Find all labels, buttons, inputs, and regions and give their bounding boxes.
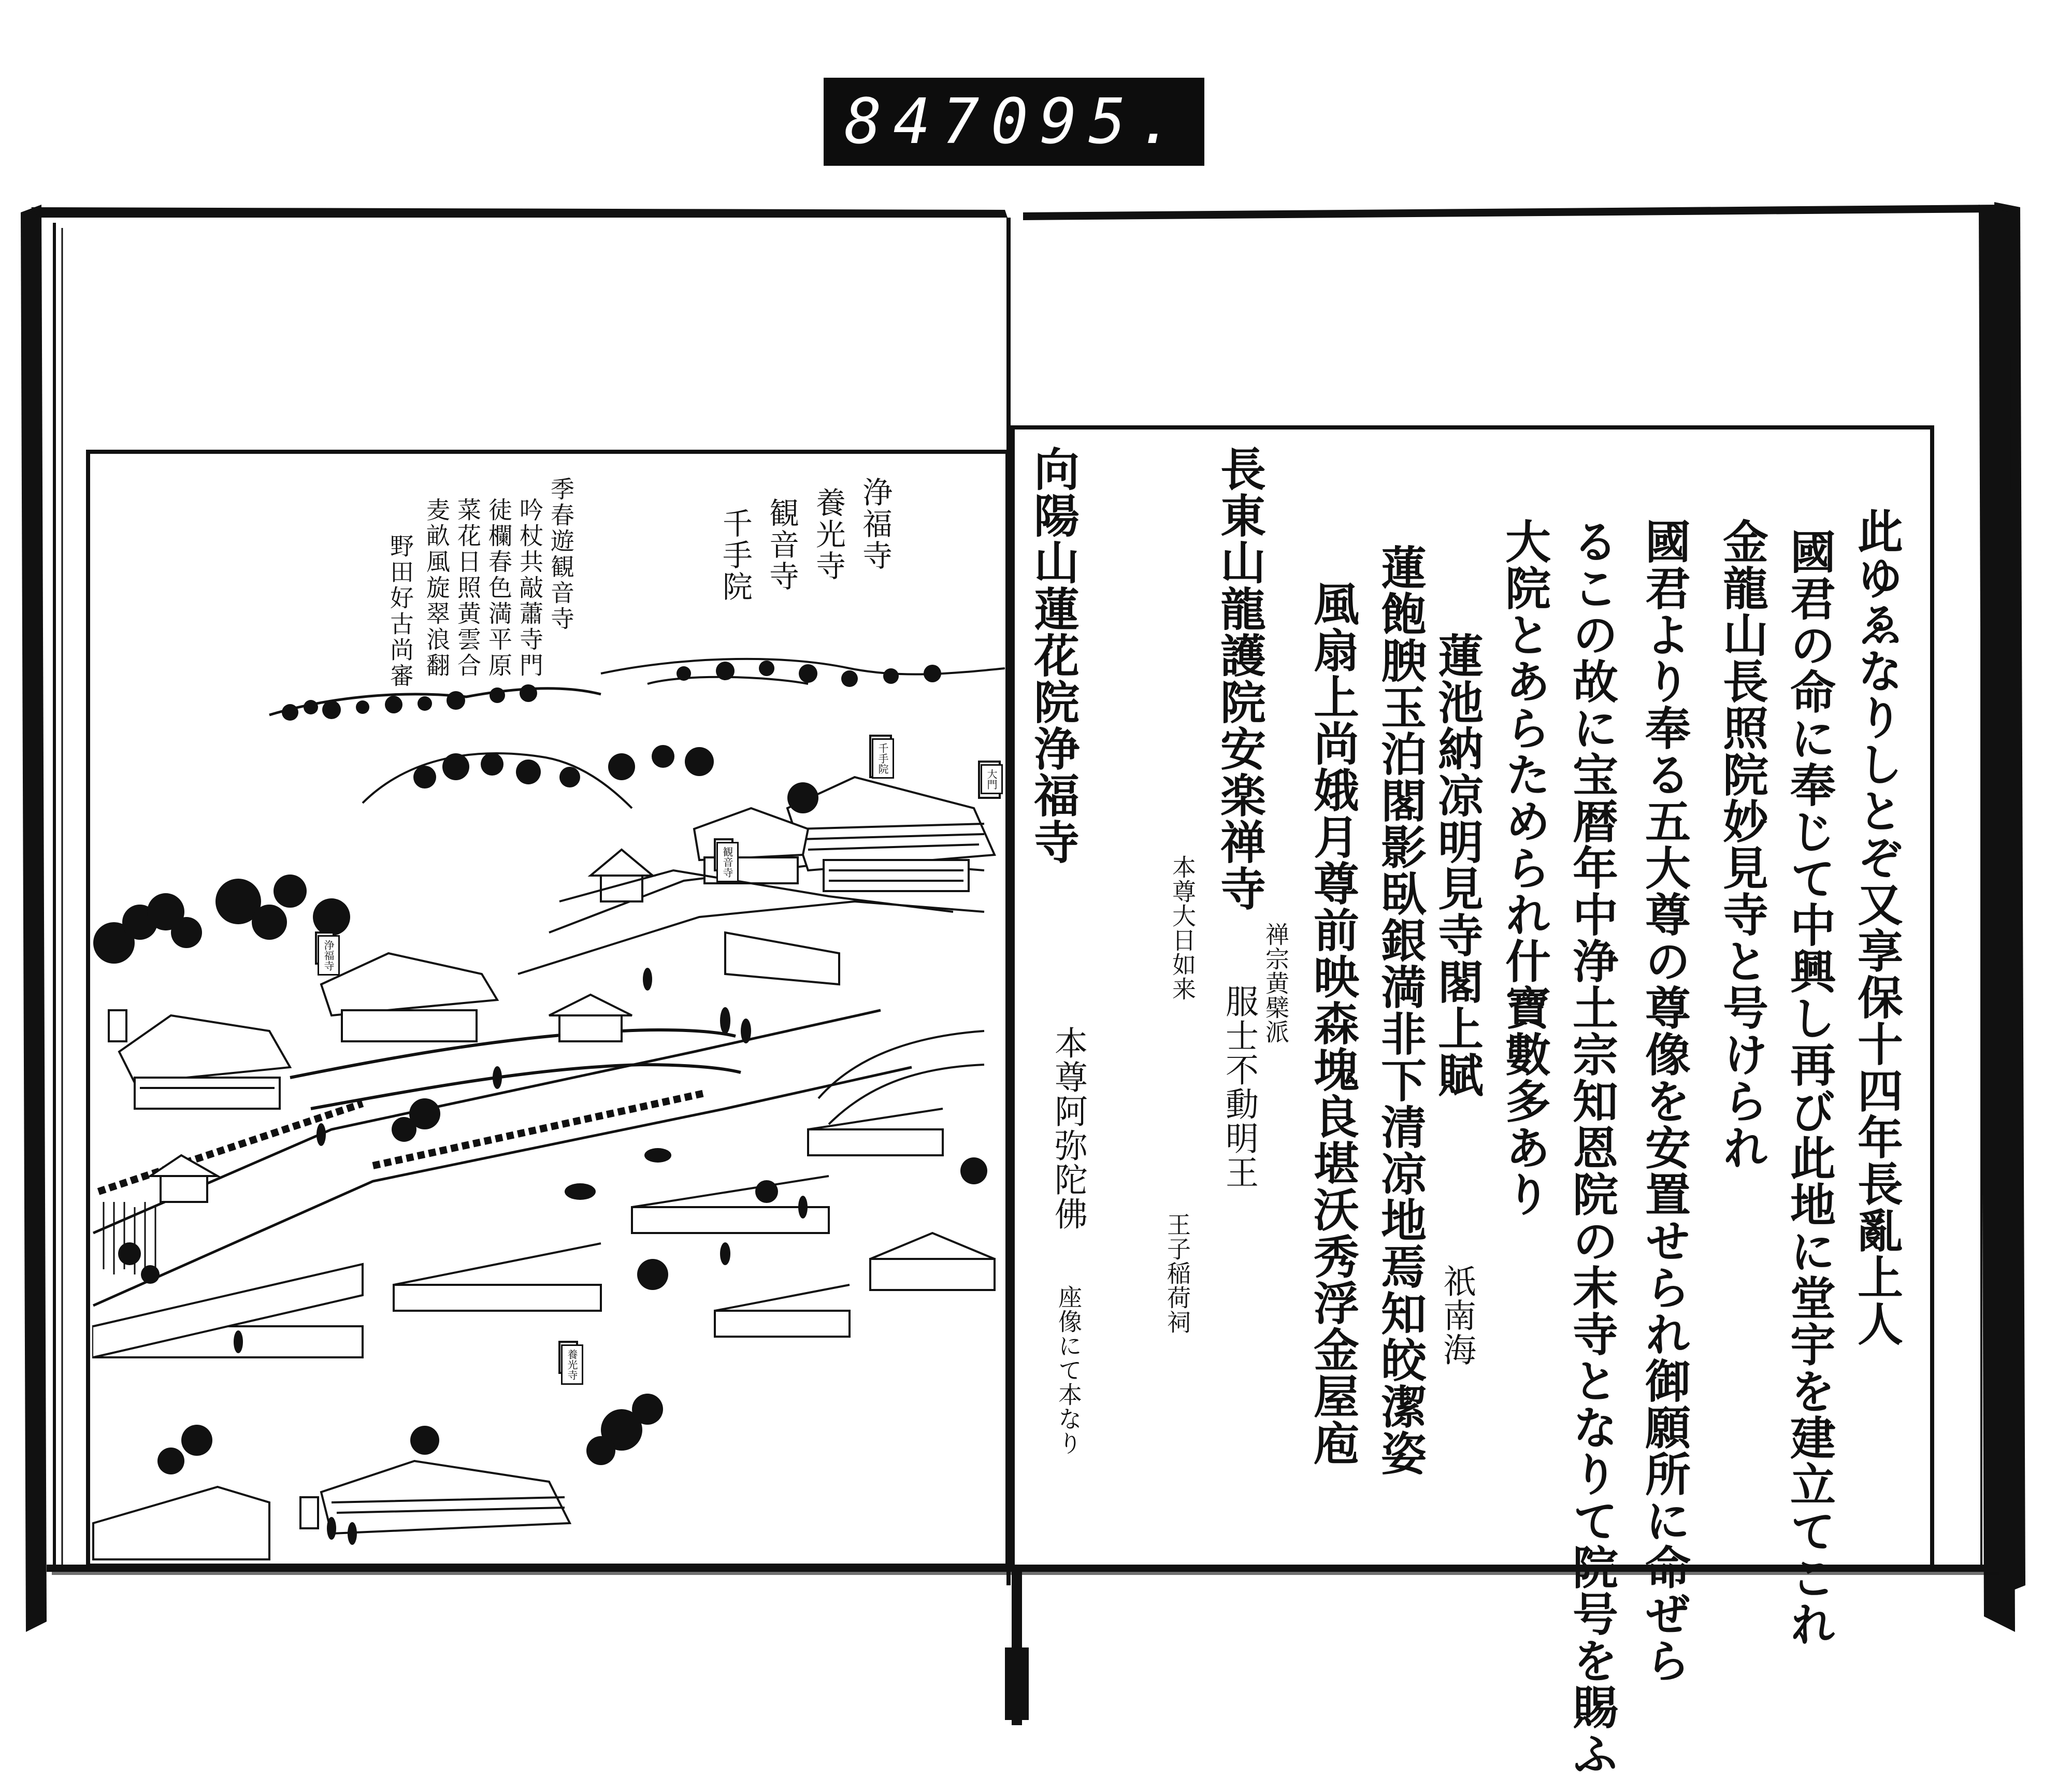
temple-honzon: 本尊阿弥陀佛 bbox=[1049, 1026, 1087, 1231]
text-column: 大院とあらためられ什寶數多あり bbox=[1498, 518, 1552, 1217]
poem-title: 蓮池納凉明見寺閣上賦 bbox=[1431, 632, 1485, 1098]
left-poem-line: 菜花日照黄雲合 bbox=[454, 497, 482, 679]
left-poem-line: 吟杖共敲蕭寺門 bbox=[516, 497, 544, 679]
lower-temple-roof bbox=[321, 1461, 570, 1534]
note: 王子稲荷祠 bbox=[1163, 1212, 1191, 1334]
caption-kannonji: 観音寺 bbox=[764, 497, 799, 592]
scene-label: 大門 bbox=[981, 764, 1003, 794]
text-column: るこの故に宝暦年中浄土宗知恩院の末寺となりて院号を賜ふ bbox=[1565, 518, 1619, 1777]
temple-deity: 服士不動明王 bbox=[1220, 984, 1258, 1190]
note: 禅宗黄檗派 bbox=[1262, 922, 1290, 1044]
scene-label: 千手院 bbox=[872, 738, 894, 779]
scene-label: 養光寺 bbox=[561, 1344, 583, 1385]
poem-line: 蓮飽腴玉泊閣影臥銀満非下清凉地焉知皎潔姿 bbox=[1374, 544, 1428, 1477]
temple-name-ryugoin: 長東山龍護院安楽禅寺 bbox=[1213, 446, 1267, 912]
distant-trees bbox=[282, 661, 941, 721]
scene-label: 浄福寺 bbox=[318, 935, 340, 976]
main-temple-hall bbox=[787, 777, 995, 891]
small-shrine bbox=[150, 1155, 218, 1202]
left-poem-line: 徒欄春色満平原 bbox=[485, 497, 513, 679]
scan-id-right: 095. bbox=[990, 85, 1186, 158]
caption-jofukuji: 浄福寺 bbox=[857, 477, 893, 571]
text-column: 國君より奉る五大尊の尊像を安置せられ御願所に命ぜら bbox=[1638, 518, 1692, 1684]
figures bbox=[234, 968, 808, 1545]
caption-yokoji: 養光寺 bbox=[811, 487, 846, 582]
middle-temple-hall bbox=[321, 953, 497, 1041]
scan-id-left: 847 bbox=[844, 85, 991, 158]
temple-landscape-illustration bbox=[93, 659, 1005, 1559]
poem-line: 風扇上尚娥月尊前映森塊良堪沃秀浮金屋庖 bbox=[1306, 580, 1360, 1466]
left-poem-author: 野田好古尚審 bbox=[386, 534, 414, 689]
text-column: 金龍山長照院妙見寺と号けられ bbox=[1716, 518, 1769, 1171]
poem-signature: 祇南海 bbox=[1437, 1264, 1476, 1367]
scan-id-label bbox=[824, 78, 1204, 166]
left-poem-title: 季春遊観音寺 bbox=[547, 477, 575, 632]
text-column: 此ゆゑなりしとぞ又享保十四年長亂上人 bbox=[1850, 508, 1904, 1347]
pagoda-pavilion bbox=[591, 850, 653, 901]
left-poem-line: 麦畝風旋翠浪翻 bbox=[423, 497, 451, 679]
scene-label: 観音寺 bbox=[716, 842, 739, 882]
roadside-shrine bbox=[549, 995, 632, 1041]
note: 座像にて本なり bbox=[1055, 1285, 1083, 1455]
bottom-houses bbox=[93, 1487, 269, 1559]
left-temple-hall bbox=[119, 1015, 290, 1109]
text-column: 國君の命に奉じて中興し再び此地に堂宇を建立てこれ bbox=[1783, 528, 1837, 1647]
caption-senjuin: 千手院 bbox=[717, 508, 753, 603]
temple-name-jofukuji: 向陽山蓮花院浄福寺 bbox=[1027, 446, 1081, 865]
note: 本尊大日如来 bbox=[1169, 855, 1197, 1001]
